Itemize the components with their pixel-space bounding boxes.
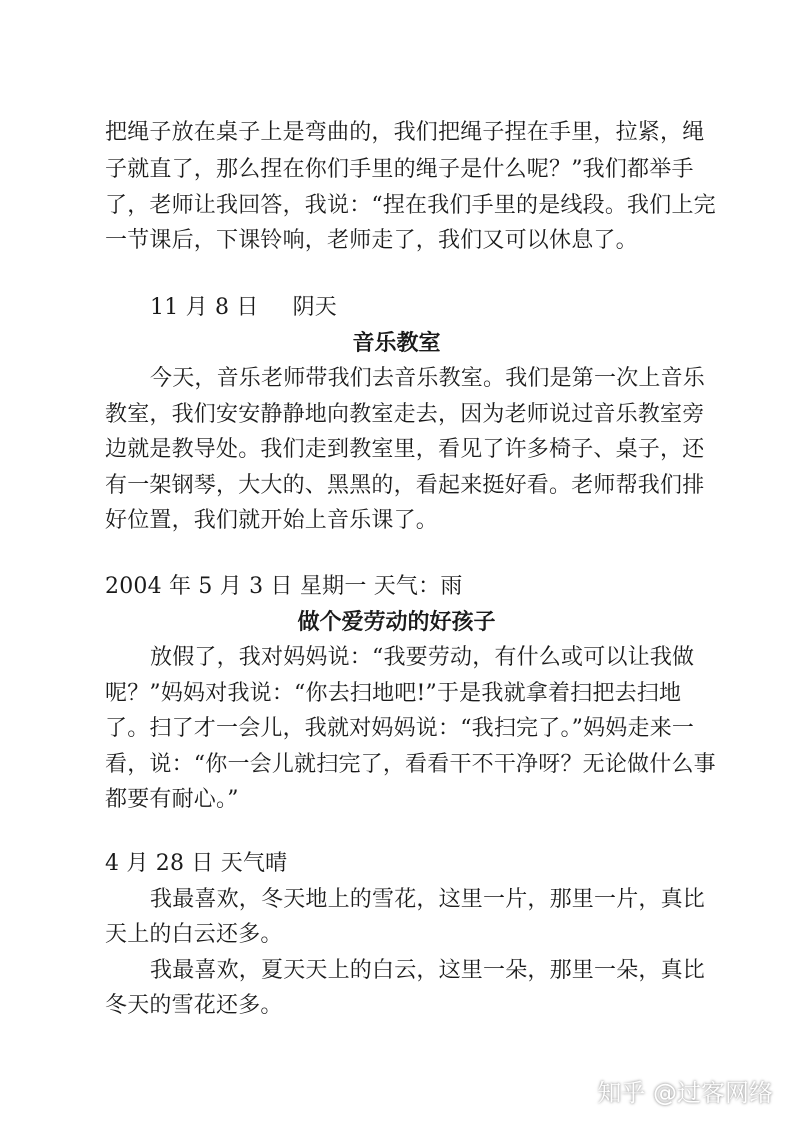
paragraph-line: 天上的白云还多。 xyxy=(105,922,283,947)
paragraph-line: 了。扫了才一会儿，我就对妈妈说：“我扫完了。”妈妈走来一 xyxy=(105,716,695,741)
paragraph-line: 一节课后，下课铃响，老师走了，我们又可以休息了。 xyxy=(105,228,638,253)
paragraph-line: 边就是教导处。我们走到教室里，看见了许多椅子、桌子，还 xyxy=(105,437,705,462)
paragraph-line: 子就直了，那么捏在你们手里的绳子是什么呢？”我们都举手 xyxy=(105,157,694,182)
paragraph-line: 我最喜欢，夏天天上的白云，这里一朵，那里一朵，真比 xyxy=(150,958,706,983)
paragraph-line: 教室，我们安安静静地向教室走去，因为老师说过音乐教室旁 xyxy=(105,402,705,427)
paragraph-line: 看，说：“你一会儿就扫完了，看看干不干净呀？无论做什么事 xyxy=(105,752,716,777)
entry-date: 2004 年 5 月 3 日 星期一 天气：雨 xyxy=(105,574,463,599)
paragraph-line: 冬天的雪花还多。 xyxy=(105,993,283,1018)
entry-date: 4 月 28 日 天气晴 xyxy=(105,851,288,876)
paragraph-line: 呢？”妈妈对我说：“你去扫地吧!”于是我就拿着扫把去扫地 xyxy=(105,681,682,706)
watermark xyxy=(597,1070,773,1110)
paragraph-line: 都要有耐心。” xyxy=(105,787,239,812)
entry-date: 11 月 8 日 xyxy=(150,295,259,320)
paragraph-line: 放假了，我对妈妈说：“我要劳动，有什么或可以让我做 xyxy=(150,645,695,670)
paragraph-line: 我最喜欢，冬天地上的雪花，这里一片，那里一片，真比 xyxy=(150,887,706,912)
paragraph-line: 有一架钢琴，大大的、黑黑的，看起来挺好看。老师帮我们排 xyxy=(105,473,705,498)
paragraph-line: 把绳子放在桌子上是弯曲的，我们把绳子捏在手里，拉紧，绳 xyxy=(105,120,705,145)
paragraph-line: 好位置，我们就开始上音乐课了。 xyxy=(105,508,439,533)
entry-weather: 阴天 xyxy=(292,295,337,320)
paragraph-line: 今天，音乐老师带我们去音乐教室。我们是第一次上音乐 xyxy=(150,366,706,391)
entry-title: 音乐教室 xyxy=(352,330,441,356)
entry-title: 做个爱劳动的好孩子 xyxy=(297,609,496,635)
entry-date-line xyxy=(150,293,750,323)
paragraph-line: 了，老师让我回答，我说：“捏在我们手里的是线段。我们上完 xyxy=(105,193,716,218)
watermark-text: 知乎 @过客网络 xyxy=(597,1078,773,1107)
